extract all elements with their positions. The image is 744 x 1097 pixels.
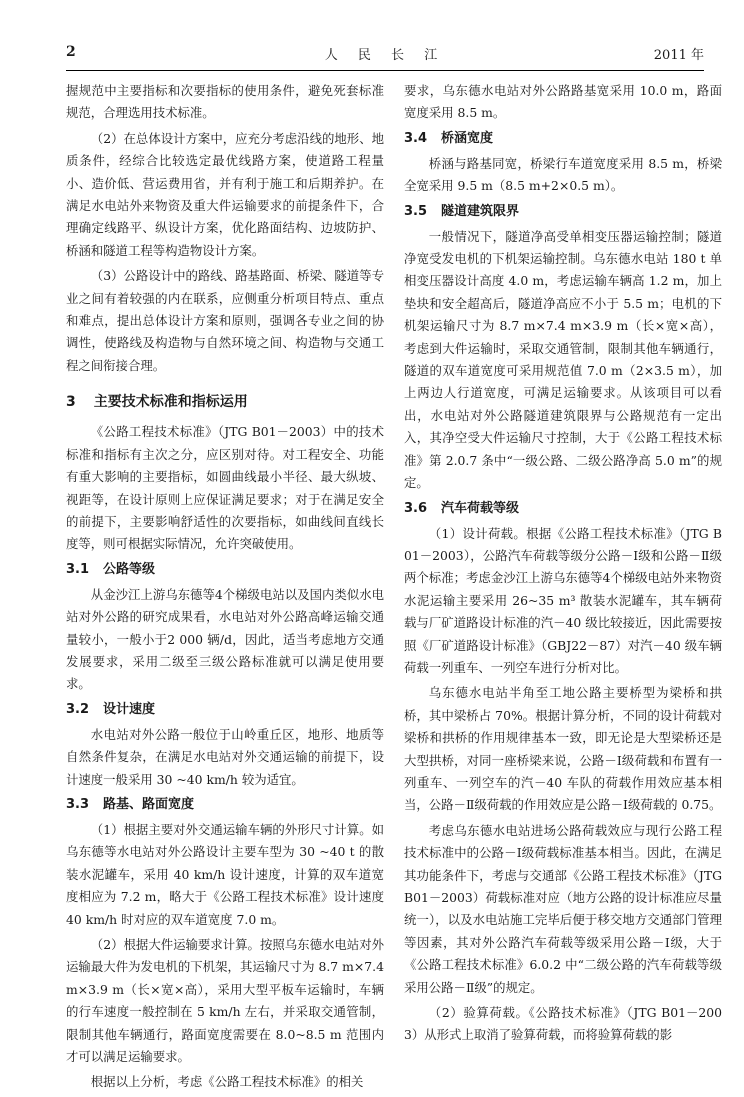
paragraph: （1）设计荷载。根据《公路工程技术标准》（JTG B01－2003），公路汽车荷载等级分公路－Ⅰ级和公路－Ⅱ级两个标准；考虑金沙江上游乌东德等4个梯级电站外来物资水泥运输主要采用 26~35 m³ 散装水泥罐车，其车辆荷载与厂矿道路设计标准的汽－40 级比较接近，因此需要按照《厂矿道路设计标准》（GBJ22－87）对汽－40 级车辆荷载一列重车、一列空车进行分析对比。 — [404, 525, 722, 675]
publication-year: 2011 年 — [653, 48, 704, 63]
paragraph: （2）根据大件运输要求计算。按照乌东德水电站对外运输最大件为发电机的下机架，其运输尺寸为 8.7 m×7.4 m×3.9 m（长×宽×高），采用大型平板车运输时，车辆的行车速度一般控制在 5 km/h 左右，并采取交通管制，限制其他车辆通行，路面宽度需要在 8.0~8.5 m 范围内才可以满足运输要求。 — [66, 937, 384, 1065]
subsection-title: 汽车荷载等级 — [441, 500, 520, 516]
paragraph: 《公路工程技术标准》（JTG B01－2003）中的技术标准和指标有主次之分，应区别对待。对工程安全、功能有重大影响的主要指标，如圆曲线最小半径、最大纵坡、视距等，在设计原则上应保证满足要求；对于在满足安全的前提下，主要影响舒适性的次要指标，如曲线间直线长度等，则可根据实际情况，允许突破使用。 — [66, 424, 384, 552]
subsection-number: 3.1 — [66, 561, 90, 577]
subsection-title: 桥涵宽度 — [441, 130, 494, 146]
section-heading — [66, 392, 384, 412]
paragraph: （3）公路设计中的路线、路基路面、桥梁、隧道等专业之间有着较强的内在联系，应侧重分析项目特点、重点和难点，提出总体设计方案和原则，强调各专业之间的协调性，使路线及构造物与自然环境之间、构造物与交通工程之间衔接合理。 — [66, 268, 384, 373]
subsection-title: 公路等级 — [103, 561, 156, 577]
running-header — [66, 44, 704, 66]
subsection-number: 3.4 — [404, 130, 428, 146]
paragraph: 桥涵与路基同宽，桥梁行车道宽度采用 8.5 m，桥梁全宽采用 9.5 m（8.5 m+2×0.5 m）。 — [404, 155, 722, 194]
journal-name: 人 民 长 江 — [324, 48, 446, 63]
paragraph: （2）验算荷载。《公路技术标准》（JTG B01－2003）从形式上取消了验算荷载，而将验算荷载的影 — [404, 1005, 722, 1043]
paragraph: 乌东德水电站半角至工地公路主要桥型为梁桥和拱桥，其中梁桥占 70%。根据计算分析，不同的设计荷载对梁桥和拱桥的作用规律基本一致，即无论是大型梁桥还是大型拱桥，对同一座桥梁来说，公路－Ⅰ级荷载和布置有一列重车、一列空车的汽－40 车队的荷载作用效应基本相当，公路－Ⅱ级荷载的作用效应是公路－Ⅰ级荷载的 0.75。 — [404, 685, 722, 813]
subsection-title: 设计速度 — [103, 701, 156, 717]
paragraph: 考虑乌东德水电站进场公路荷载效应与现行公路工程技术标准中的公路－Ⅰ级荷载标准基本相当。因此，在满足其功能条件下，考虑与交通部《公路工程技术标准》（JTG B01－2003）荷载标准对应（地方公路的设计标准应尽量统一），以及水电站施工完毕后便于移交地方交通部门管理等因素，其对外公路汽车荷载等级采用公路－Ⅰ级，大于《公路工程技术标准》6.0.2 中“二级公路的汽车荷载等级采用公路－Ⅱ级”的规定。 — [404, 822, 722, 995]
paragraph: 要求，乌东德水电站对外公路路基宽采用 10.0 m，路面宽度采用 8.5 m。 — [404, 83, 722, 121]
subsection-heading — [404, 498, 722, 520]
subsection-heading — [66, 699, 384, 721]
subsection-number: 3.6 — [404, 500, 428, 516]
left-column — [66, 80, 384, 1097]
right-column — [404, 80, 722, 1050]
paragraph: 从金沙江上游乌东德等4个梯级电站以及国内类似水电站对外公路的研究成果看，水电站对外公路高峰运输交通量较小，一般小于2 000 辆/d，因此，适当考虑地方交通发展要求，采用二级至三级公路标准就可以满足使用要求。 — [66, 586, 384, 692]
page-number: 2 — [66, 44, 76, 60]
subsection-title: 路基、路面宽度 — [103, 796, 195, 812]
subsection-number: 3.3 — [66, 796, 90, 812]
subsection-heading — [404, 201, 722, 223]
paragraph: 水电站对外公路一般位于山岭重丘区，地形、地质等自然条件复杂，在满足水电站对外交通运输的前提下，设计速度一般采用 30 ~40 km/h 较为适宜。 — [66, 726, 384, 787]
section-number: 3 — [66, 394, 76, 411]
section-title: 主要技术标准和指标运用 — [93, 394, 248, 411]
subsection-heading — [66, 559, 384, 581]
paragraph: 根据以上分析，考虑《公路工程技术标准》的相关 — [90, 1074, 364, 1090]
paragraph: 一般情况下，隧道净高受单相变压器运输控制；隧道净宽受发电机的下机架运输控制。乌东德水电站 180 t 单相变压器设计高度 4.0 m，考虑运输车辆高 1.2 m，加上垫块和安全超高后，隧道净高应不小于 5.5 m；电机的下机架运输尺寸为 8.7 m×7.4 m×3.9 m（长×宽×高），考虑到大件运输时，采取交通管制，限制其他车辆通行，隧道的双车道宽度可采用规范值 7.0 m（2×3.5 m），加上两边人行道宽度，可满足运输要求。从该项目可以看出，水电站对外公路隧道建筑限界与公路规范有一定出入，其净空受大件运输尺寸控制，大于《公路工程技术标准》第 2.0.7 条中“一级公路、二级公路净高 5.0 m”的规定。 — [404, 228, 722, 491]
paragraph: （1）根据主要对外交通运输车辆的外形尺寸计算。如乌东德等水电站对外公路设计主要车型为 30 ~40 t 的散装水泥罐车，采用 40 km/h 设计速度，计算的双车道宽度相应为 7.2 m，略大于《公路工程技术标准》设计速度 40 km/h 时对应的双车道宽度 7.0 m。 — [66, 821, 384, 927]
subsection-heading — [66, 794, 384, 816]
paragraph: （2）在总体设计方案中，应充分考虑沿线的地形、地质条件，经综合比较选定最优线路方案，使道路工程量小、造价低、营运费用省，并有利于施工和后期养护。在满足水电站外来物资及重大件运输要求的前提条件下，合理确定线路平、纵设计方案，优化路面结构、边坡防护、桥涵和隧道工程等构造物设计方案。 — [66, 130, 384, 258]
subsection-number: 3.2 — [66, 701, 90, 717]
subsection-number: 3.5 — [404, 203, 428, 219]
header-rule — [66, 70, 704, 71]
paragraph: 握规范中主要指标和次要指标的使用条件，避免死套标准规范，合理选用技术标准。 — [66, 83, 384, 121]
subsection-title: 隧道建筑限界 — [441, 203, 520, 219]
subsection-heading — [404, 128, 722, 150]
